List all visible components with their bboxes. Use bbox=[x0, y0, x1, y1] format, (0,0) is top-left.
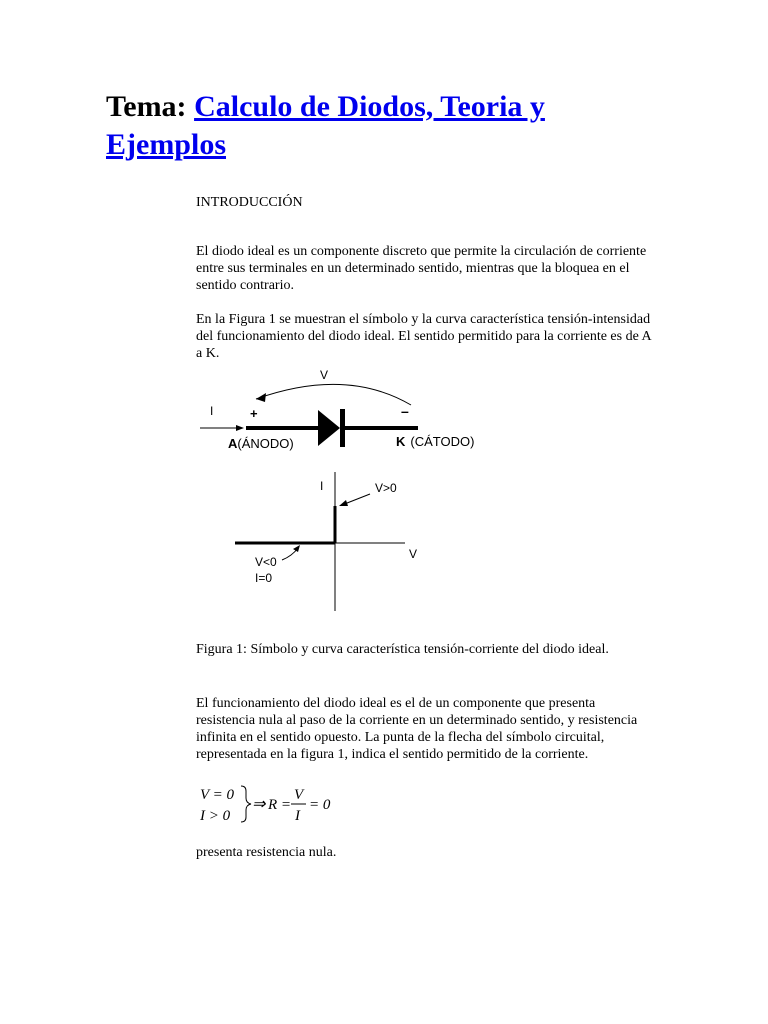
v-axis-label: V bbox=[409, 547, 418, 561]
anode-label: A(ÁNODO) bbox=[228, 436, 294, 451]
formula-denominator: I bbox=[295, 808, 300, 824]
formula-resistance bbox=[198, 782, 368, 828]
formula-result: = 0 bbox=[309, 797, 331, 813]
cathode-label: K (CÁTODO) bbox=[396, 434, 475, 449]
formula-numerator: V bbox=[294, 787, 304, 803]
paragraph-ideal-behavior: El funcionamiento del diodo ideal es el de un componente que presenta resistencia nula al paso de la corriente en un determinado sentido, y resistencia infinita en el sentido opuesto. La punta de la flecha del símbolo circuital, representada en la figura 1, indica el sentido permitido de la corriente. bbox=[196, 696, 638, 762]
formula-r-eq: R = bbox=[268, 797, 292, 813]
on-region-label: V>0 bbox=[375, 481, 397, 495]
current-arrowhead bbox=[236, 425, 244, 431]
i-axis-label: I bbox=[320, 479, 324, 493]
off-region-label-v: V<0 bbox=[255, 555, 277, 569]
off-pointer-arrowhead bbox=[293, 545, 300, 552]
title-prefix: Tema: bbox=[106, 90, 195, 123]
formula-implies: ⇒ bbox=[252, 796, 266, 813]
title-link-line2: Ejemplos bbox=[106, 128, 226, 161]
diode-bar bbox=[340, 409, 345, 447]
minus-sign: – bbox=[401, 403, 409, 419]
iv-curve-figure bbox=[230, 468, 430, 614]
current-label: I bbox=[210, 404, 214, 418]
voltage-arc bbox=[256, 384, 411, 405]
formula-i-gt: I > 0 bbox=[200, 808, 231, 824]
figure-caption: Figura 1: Símbolo y curva característica tensión-corriente del diodo ideal. bbox=[196, 642, 609, 657]
intro-heading: INTRODUCCIÓN bbox=[196, 195, 303, 210]
diode-triangle bbox=[318, 410, 340, 446]
voltage-label: V bbox=[320, 368, 329, 382]
diode-symbol-figure bbox=[196, 362, 486, 454]
voltage-arrowhead bbox=[256, 393, 266, 402]
page-title bbox=[106, 88, 666, 164]
on-pointer-arrowhead bbox=[339, 500, 348, 506]
formula-v-eq: V = 0 bbox=[200, 787, 235, 803]
plus-sign: + bbox=[250, 406, 258, 421]
off-region-label-i: I=0 bbox=[255, 571, 273, 585]
paragraph-diode-definition: El diodo ideal es un componente discreto que permite la circulación de corriente entre sus terminales en un determinado sentido, mientras que la bloquea en el sentido contrario. bbox=[196, 244, 647, 293]
paragraph-figure-intro: En la Figura 1 se muestran el símbolo y la curva característica tensión-intensidad del funcionamiento del diodo ideal. El sentido permitido para la corriente es de A a K. bbox=[196, 312, 651, 361]
title-link-line1: Calculo de Diodos, Teoria y bbox=[194, 90, 545, 123]
formula-brace bbox=[241, 786, 251, 822]
paragraph-null-resistance: presenta resistencia nula. bbox=[196, 845, 337, 860]
